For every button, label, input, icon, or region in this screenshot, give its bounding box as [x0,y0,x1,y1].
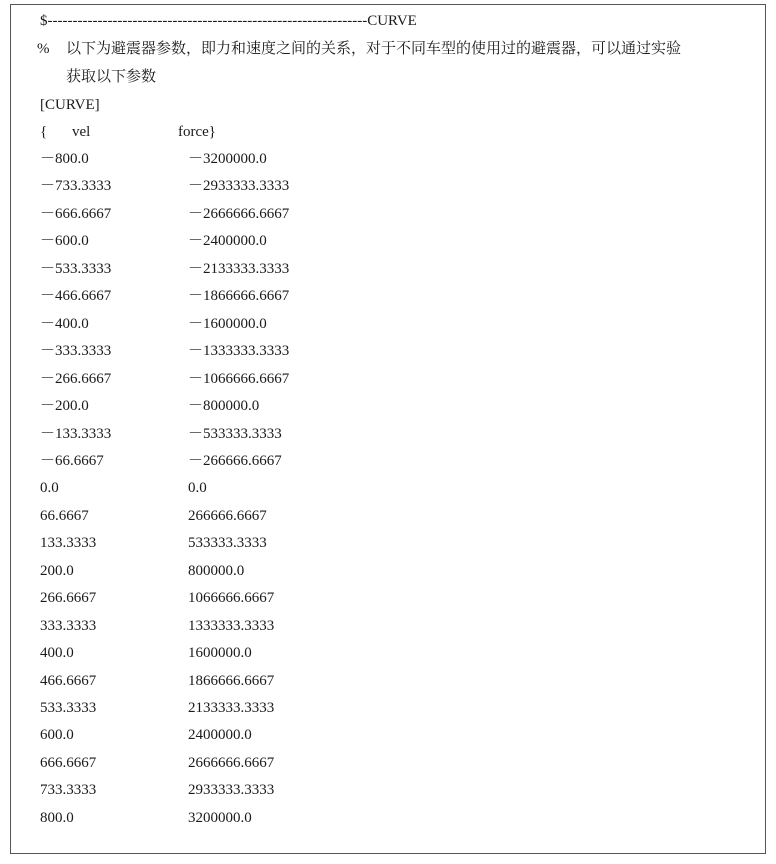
force-cell: －1066666.6667 [188,370,290,387]
vel-cell: 0.0 [40,480,59,497]
vel-cell: 533.3333 [40,700,97,716]
force-cell: －1866666.6667 [188,288,290,305]
force-cell: 1600000.0 [188,645,252,662]
table-row [40,507,440,525]
vel-cell: －66.6667 [40,452,104,469]
vel-cell: －666.6667 [40,205,112,222]
table-row [40,479,440,497]
force-cell: －800000.0 [188,398,260,415]
force-cell: 0.0 [188,480,207,497]
vel-cell: 733.3333 [40,782,97,799]
force-cell: －2933333.3333 [188,178,290,195]
table-row [40,177,440,195]
table-row [40,534,440,552]
force-cell: －1333333.3333 [188,343,290,360]
vel-cell: 333.3333 [40,617,97,634]
table-row [40,150,440,168]
force-cell: －533333.3333 [188,425,282,442]
force-cell: 533333.3333 [188,535,267,552]
table-row [40,672,440,690]
vel-cell: 466.6667 [40,672,97,689]
table-row [40,205,440,223]
table-row [40,562,440,580]
table-row [40,425,440,443]
table-row [40,287,440,305]
vel-cell: －466.6667 [40,288,112,305]
table-row [40,342,440,360]
table-header-open-brace: { [40,124,48,140]
vel-cell: 600.0 [40,727,74,744]
table-row [40,260,440,278]
force-cell: －1600000.0 [188,315,267,332]
table-row [40,617,440,635]
vel-cell: 800.0 [40,809,74,826]
table-row [40,370,440,388]
vel-cell: －266.6667 [40,370,112,387]
vel-cell: －333.3333 [40,343,112,360]
table-header-force: force} [178,124,217,140]
vel-cell: －733.3333 [40,178,112,195]
curve-separator-line: $----------------------------------------------------------------CURVE [40,13,417,29]
force-cell: 2933333.3333 [188,782,275,799]
vel-cell: 666.6667 [40,754,97,771]
comment-line-1: 以下为避震器参数，即力和速度之间的关系，对于不同车型的使用过的避震器，可以通过实验 [66,41,682,57]
vel-cell: 400.0 [40,645,74,662]
table-row [40,232,440,250]
vel-cell: 200.0 [40,562,74,579]
table-row [40,699,440,717]
force-cell: 800000.0 [188,562,245,579]
vel-cell: －200.0 [40,398,89,415]
table-row [40,315,440,333]
force-cell: 1866666.6667 [188,672,275,689]
comment-mark: % [37,41,50,57]
vel-cell: －533.3333 [40,260,112,277]
force-cell: －2666666.6667 [188,205,290,222]
section-header: [CURVE] [40,97,100,113]
force-cell: 1066666.6667 [188,590,275,607]
force-cell: 266666.6667 [188,507,267,524]
force-cell: 1333333.3333 [188,617,275,634]
force-cell: －266666.6667 [188,452,282,469]
vel-cell: －400.0 [40,315,89,332]
table-row [40,644,440,662]
table-row [40,781,440,799]
table-row [40,397,440,415]
force-cell: －3200000.0 [188,151,267,167]
table-row [40,589,440,607]
vel-cell: 133.3333 [40,535,97,552]
table-header-vel: vel [72,124,91,140]
table-row [40,754,440,772]
vel-cell: －133.3333 [40,425,112,442]
force-cell: 3200000.0 [188,809,252,826]
force-cell: 2133333.3333 [188,700,275,716]
force-cell: 2400000.0 [188,727,252,744]
table-row [40,809,440,827]
force-cell: －2400000.0 [188,233,267,250]
vel-cell: －600.0 [40,233,89,250]
table-row [40,726,440,744]
force-cell: 2666666.6667 [188,754,275,771]
vel-cell: 66.6667 [40,507,89,524]
vel-cell: 266.6667 [40,590,97,607]
force-cell: －2133333.3333 [188,260,290,277]
comment-line-2: 获取以下参数 [66,69,157,85]
vel-cell: －800.0 [40,151,89,167]
table-row [40,452,440,470]
